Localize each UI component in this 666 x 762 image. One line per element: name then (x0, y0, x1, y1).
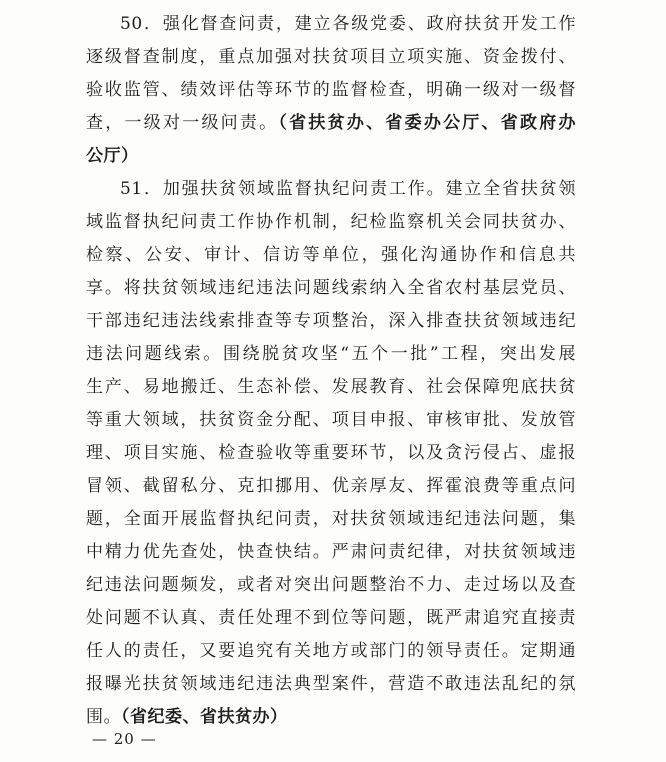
text-line: 任人的责任，又要追究有关地方或部门的领导责任。定期通 (86, 641, 576, 661)
paragraph-item-50 (86, 8, 576, 173)
text-line: 报曝光扶贫领域违纪违法典型案件，营造不敢违法乱纪的氛 (86, 674, 576, 694)
responsible-units: （省扶贫办、省委办公厅、省政府办 (278, 113, 577, 133)
paragraph-item-51 (86, 173, 576, 734)
text-line: 50．强化督查问责，建立各级党委、政府扶贫开发工作 (120, 14, 576, 34)
text-line: 生产、易地搬迁、生态补偿、发展教育、社会保障兜底扶贫 (86, 377, 576, 397)
text-line: 干部违纪违法线索排查等专项整治，深入排查扶贫领域违纪 (86, 311, 576, 331)
text-line: 违法问题线索。围绕脱贫攻坚“五个一批”工程，突出发展 (86, 344, 576, 364)
document-body (86, 8, 576, 734)
text-line: 检察、公安、审计、信访等单位，强化沟通协作和信息共 (86, 245, 576, 265)
text-line: 享。将扶贫领域违纪违法问题线索纳入全省农村基层党员、 (86, 278, 576, 298)
text-line: 等重大领域，扶贫资金分配、项目申报、审核审批、发放管 (86, 410, 576, 430)
text-segment: 围。 (86, 707, 121, 727)
text-line: 处问题不认真、责任处理不到位等问题，既严肃追究直接责 (86, 608, 576, 628)
text-line: 理、项目实施、检查验收等重要环节，以及贪污侵占、虚报 (86, 443, 576, 463)
text-line: 验收监管、绩效评估等环节的监督检查，明确一级对一级督 (86, 80, 576, 100)
text-line: 域监督执纪问责工作协作机制，纪检监察机关会同扶贫办、 (86, 212, 576, 232)
text-line (86, 701, 576, 734)
text-segment: 查，一级对一级问责。 (86, 113, 279, 133)
text-line: 冒领、截留私分、克扣挪用、优亲厚友、挥霍浪费等重点问 (86, 476, 576, 496)
text-line: 题，全面开展监督执纪问责，对扶贫领域违纪违法问题，集 (86, 509, 576, 529)
text-line (86, 107, 576, 140)
responsible-units-continued: 公厅） (86, 146, 139, 166)
responsible-units: （省纪委、省扶贫办） (121, 707, 288, 727)
text-line: 逐级督查制度，重点加强对扶贫项目立项实施、资金拨付、 (86, 47, 576, 67)
text-line: 51．加强扶贫领域监督执纪问责工作。建立全省扶贫领 (120, 179, 576, 199)
page-number: — 20 — (92, 730, 157, 748)
text-line: 中精力优先查处，快查快结。严肃问责纪律，对扶贫领域违 (86, 542, 576, 562)
text-line: 纪违法问题频发，或者对突出问题整治不力、走过场以及查 (86, 575, 576, 595)
